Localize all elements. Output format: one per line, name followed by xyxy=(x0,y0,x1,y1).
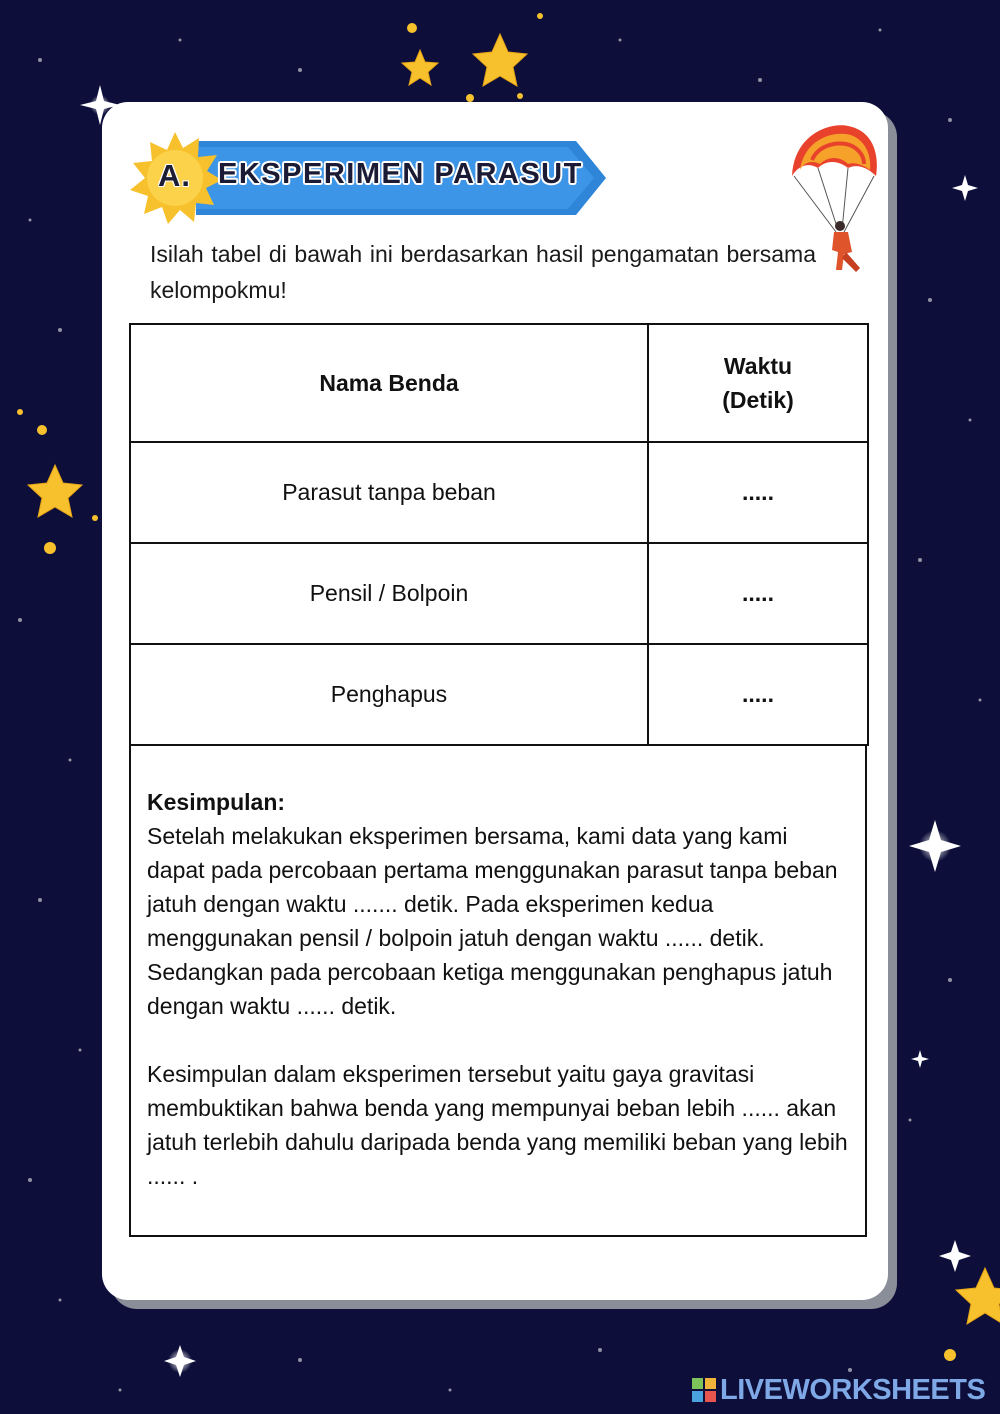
row-object-name: Parasut tanpa beban xyxy=(130,442,648,543)
table-row xyxy=(130,644,868,745)
row-object-name: Penghapus xyxy=(130,644,648,745)
watermark-text: LIVEWORKSHEETS xyxy=(720,1373,986,1406)
header-nama-benda: Nama Benda xyxy=(130,324,648,442)
header-waktu-label: Waktu xyxy=(723,353,793,379)
table-header-row xyxy=(130,324,868,442)
conclusion-box xyxy=(129,745,867,1237)
section-letter: A. xyxy=(158,158,191,193)
row-object-name: Pensil / Bolpoin xyxy=(130,543,648,644)
section-title: EKSPERIMEN PARASUT xyxy=(218,158,583,190)
row-time-blank[interactable]: ..... xyxy=(648,644,868,745)
conclusion-label: Kesimpulan: xyxy=(147,789,286,815)
table-row xyxy=(130,543,868,644)
table-row xyxy=(130,442,868,543)
row-time-blank[interactable]: ..... xyxy=(648,543,868,644)
header-waktu xyxy=(648,324,868,442)
row-time-blank[interactable]: ..... xyxy=(648,442,868,543)
watermark xyxy=(692,1374,992,1406)
header-detik-label: (Detik) xyxy=(722,387,794,413)
observation-table xyxy=(129,323,869,746)
conclusion-paragraph-1: Setelah melakukan eksperimen bersama, kami data yang kami dapat pada percobaan pertama menggunakan parasut tanpa beban jatuh dengan waktu ....... detik. Pada eksperimen kedua menggunakan pensil / bolpoin jatuh dengan waktu ...... detik. Sedangkan pada percobaan ketiga menggunakan penghapus jatuh dengan waktu ...... detik. xyxy=(147,823,838,1019)
liveworksheets-logo-icon xyxy=(692,1378,716,1402)
instruction-text: Isilah tabel di bawah ini berdasarkan hasil pengamatan bersama kelompokmu! xyxy=(150,241,816,303)
conclusion-paragraph-2: Kesimpulan dalam eksperimen tersebut yaitu gaya gravitasi membuktikan bahwa benda yang mempunyai beban lebih ...... akan jatuh terlebih dahulu daripada benda yang memiliki beban yang lebih ...... . xyxy=(147,1061,848,1189)
